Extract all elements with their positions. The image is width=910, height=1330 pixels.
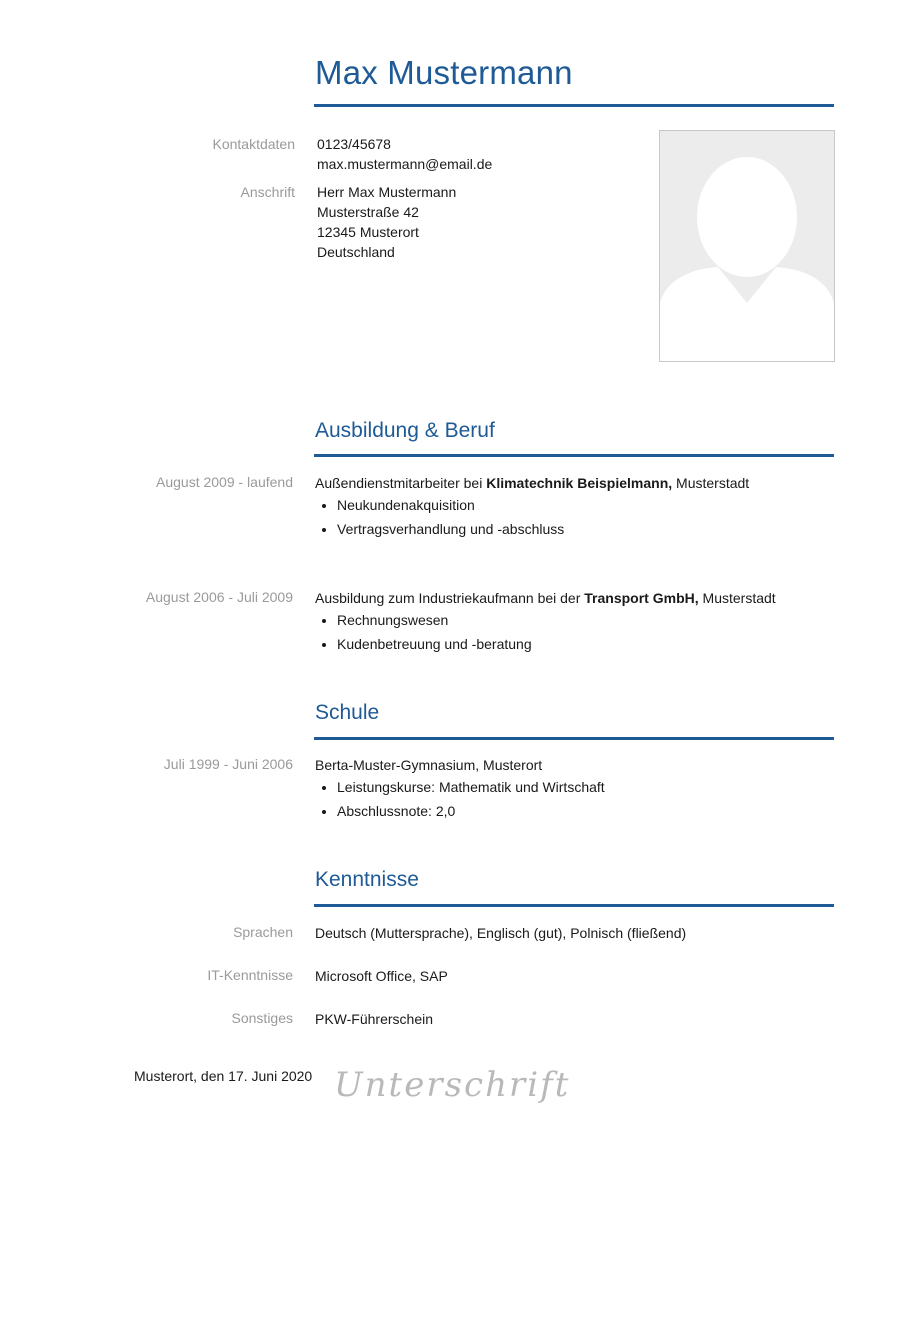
place-date: Musterort, den 17. Juni 2020 <box>134 1068 313 1084</box>
title-divider <box>314 104 834 107</box>
page-title: Max Mustermann <box>315 54 573 91</box>
address-line: Herr Max Mustermann <box>317 184 457 200</box>
phone-number: 0123/45678 <box>317 136 391 152</box>
person-silhouette-icon <box>660 131 834 361</box>
email-address: max.mustermann@email.de <box>317 156 493 172</box>
career-entry <box>315 588 776 658</box>
section-divider <box>314 904 834 907</box>
signature: Unterschrift <box>334 1065 571 1105</box>
skill-label-it: IT-Kenntnisse <box>207 967 293 983</box>
list-item: • Abschlussnote: 2,0 <box>337 801 605 821</box>
section-title-skills: Kenntnisse <box>315 868 419 891</box>
address-label: Anschrift <box>240 184 295 200</box>
entry-bullets <box>315 495 749 539</box>
contact-values <box>317 134 492 174</box>
skill-value-languages: Deutsch (Muttersprache), Englisch (gut), Polnisch (fließend) <box>315 925 687 941</box>
school-entry <box>315 755 605 825</box>
skill-value-it: Microsoft Office, SAP <box>315 968 448 984</box>
career-entry <box>315 473 749 543</box>
skill-label-other: Sonstiges <box>231 1010 293 1026</box>
entry-headline: Ausbildung zum Industriekaufmann bei der Transport GmbH, Musterstadt <box>315 590 776 606</box>
contact-label: Kontaktdaten <box>212 136 295 152</box>
entry-headline: Berta-Muster-Gymnasium, Musterort <box>315 757 543 773</box>
section-divider <box>314 737 834 740</box>
address-values <box>317 182 456 262</box>
entry-date: Juli 1999 - Juni 2006 <box>163 756 293 772</box>
skill-label-languages: Sprachen <box>233 924 293 940</box>
section-title-school: Schule <box>315 701 380 724</box>
entry-date: August 2009 - laufend <box>156 474 293 490</box>
list-item: • Kudenbetreuung und -beratung <box>337 634 776 654</box>
list-item: • Neukundenakquisition <box>337 495 749 515</box>
entry-headline: Außendienstmitarbeiter bei Klimatechnik Beispielmann, Musterstadt <box>315 475 750 491</box>
address-line: 12345 Musterort <box>317 224 419 240</box>
entry-date: August 2006 - Juli 2009 <box>145 589 293 605</box>
section-title-career: Ausbildung & Beruf <box>315 419 495 442</box>
profile-photo <box>659 130 835 362</box>
address-line: Deutschland <box>317 244 395 260</box>
section-divider <box>314 454 834 457</box>
list-item: • Rechnungswesen <box>337 610 776 630</box>
list-item: • Vertragsverhandlung und -abschluss <box>337 519 749 539</box>
skill-value-other: PKW-Führerschein <box>315 1011 434 1027</box>
entry-bullets <box>315 777 605 821</box>
entry-bullets <box>315 610 776 654</box>
list-item: • Leistungskurse: Mathematik und Wirtschaft <box>337 777 605 797</box>
address-line: Musterstraße 42 <box>317 204 419 220</box>
